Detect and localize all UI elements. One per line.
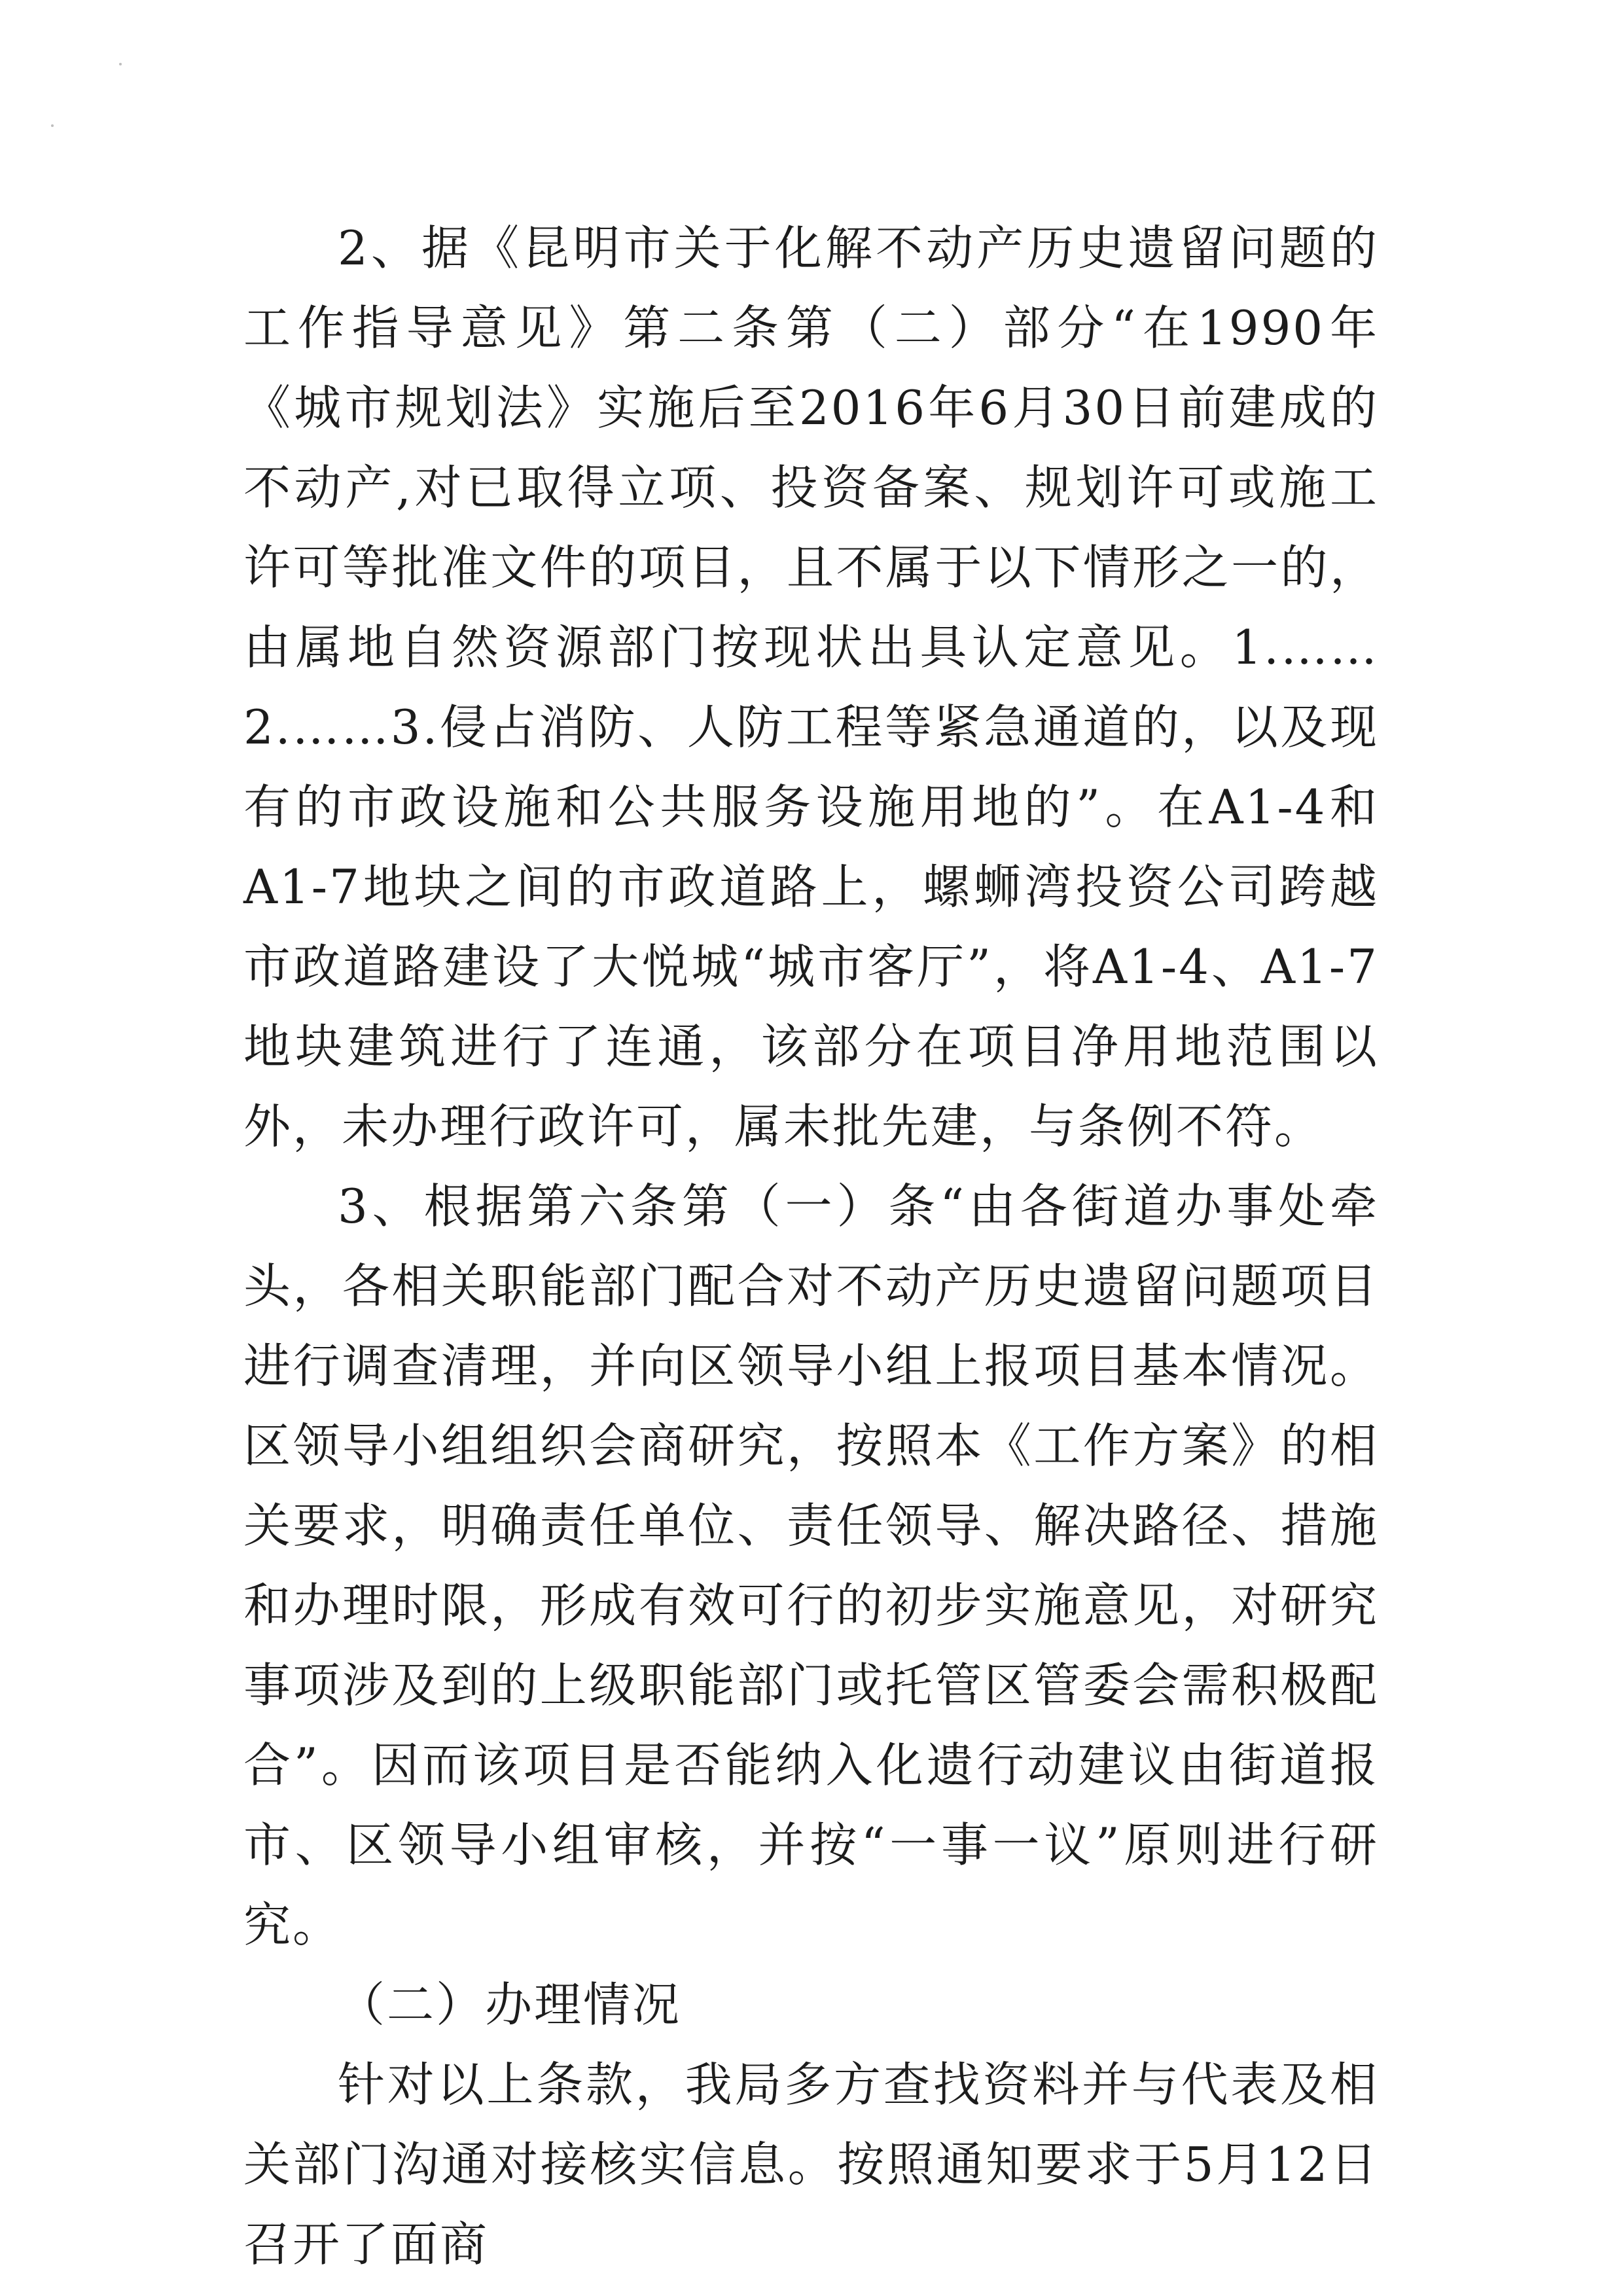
section-heading: （二）办理情况 (338, 1977, 682, 2032)
scan-speck (119, 63, 122, 65)
closing-paragraph: 针对以上条款，我局多方查找资料并与代表及相关部门沟通对接核实信息。按照通知要求于5月12日召开了面商 (243, 2057, 1379, 2272)
paragraph-item-3: 3、根据第六条第（一）条“由各街道办事处牵头，各相关职能部门配合对不动产历史遗留问题项目进行调查清理，并向区领导小组上报项目基本情况。区领导小组组织会商研究，按照本《工作方案》的相关要求，明确责任单位、责任领导、解决路径、措施和办理时限，形成有效可行的初步实施意见，对研究事项涉及到的上级职能部门或托管区管委会需积极配合”。因而该项目是否能纳入化遗行动建议由街道报市、区领导小组审核，并按“一事一议”原则进行研究。 (243, 1179, 1379, 1952)
paragraph-item-2: 2、据《昆明市关于化解不动产历史遗留问题的工作指导意见》第二条第（二）部分“在1990年《城市规划法》实施后至2016年6月30日前建成的不动产,对已取得立项、投资备案、规划许可或施工许可等批准文件的项目，且不属于以下情形之一的，由属地自然资源部门按现状出具认定意见。1.……2.……3.侵占消防、人防工程等紧急通道的，以及现有的市政设施和公共服务设施用地的”。在A1-4和A1-7地块之间的市政道路上，螺蛳湾投资公司跨越市政道路建设了大悦城“城市客厅”，将A1-4、A1-7地块建筑进行了连通，该部分在项目净用地范围以外，未办理行政许可，属未批先建，与条例不符。 (243, 221, 1379, 1154)
document-page (243, 208, 1379, 2284)
scan-speck (51, 124, 54, 127)
